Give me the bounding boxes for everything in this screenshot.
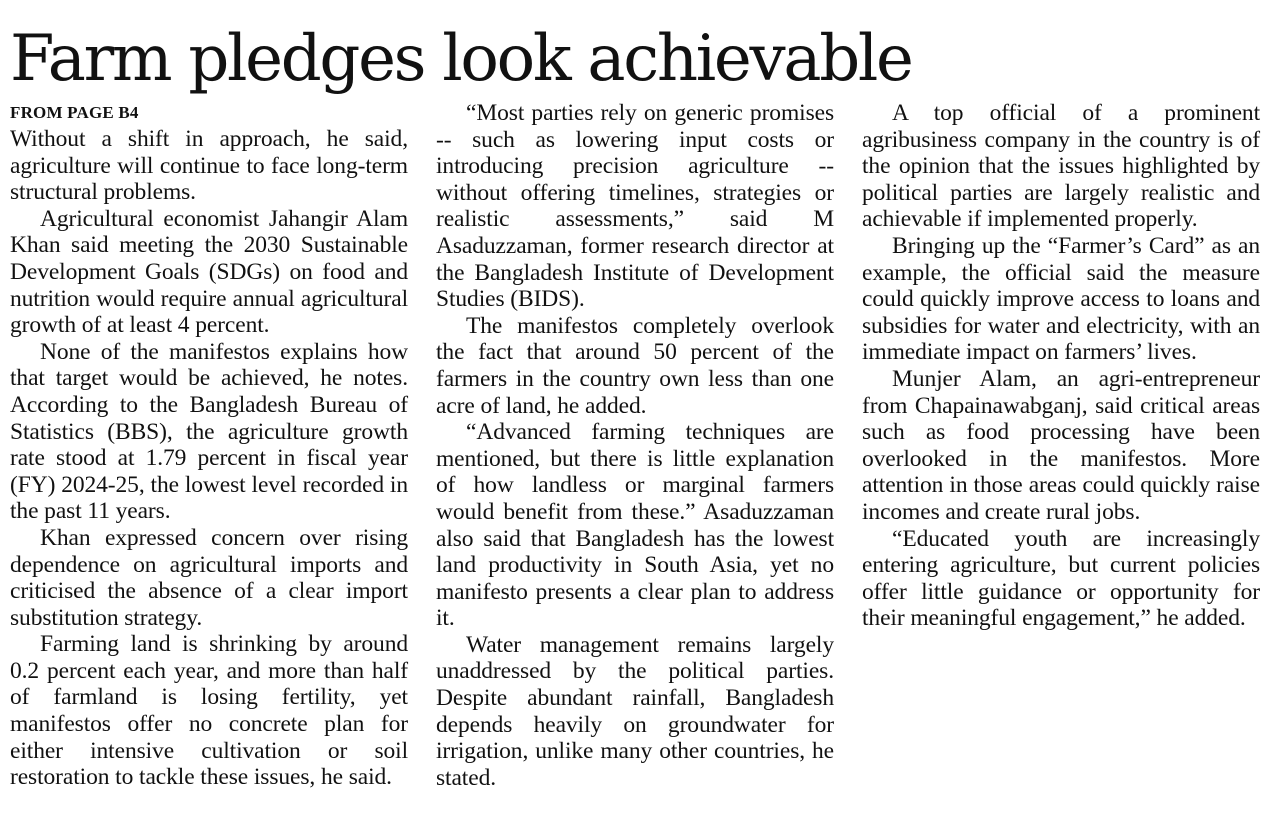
paragraph-8: “Advanced farming techniques are mentioned, but there is little explanation of how landless or marginal farmers would benefit from these.” Asaduzzaman also said that Bangladesh has the lowest land productivity in South Asia, yet no manifesto presents a clear plan to address it. — [436, 419, 834, 632]
paragraph-3: None of the manifestos explains how that target would be achieved, he notes. According to the Bangladesh Bureau of Statistics (BBS), the agriculture growth rate stood at 1.79 percent in fiscal year (FY) 2024-25, the lowest level recorded in the past 11 years. — [10, 338, 408, 525]
continued-from-label: FROM PAGE B4 — [10, 103, 139, 122]
paragraph-6: “Most parties rely on generic promises -- such as lowering input costs or introducing precision agriculture -- without offering timelines, strategies or realistic assessments,” said M Asaduzzaman, former research director at the Bangladesh Institute of Development Studies (BIDS). — [436, 100, 834, 313]
paragraph-4: Khan expressed concern over rising dependence on agricultural imports and criticised the absence of a clear import substitution strategy. — [10, 524, 408, 631]
paragraph-10: A top official of a prominent agribusiness company in the country is of the opinion that the issues highlighted by political parties are largely realistic and achievable if implemented properly. — [862, 100, 1260, 233]
paragraph-2: Agricultural economist Jahangir Alam Khan said meeting the 2030 Sustainable Development Goals (SDGs) on food and nutrition would require annual agricultural growth of at least 4 percent. — [10, 205, 408, 339]
article-body — [10, 100, 1260, 816]
headline: Farm pledges look achievable — [10, 22, 912, 96]
paragraph-13: “Educated youth are increasingly entering agriculture, but current policies offer little guidance or opportunity for their meaningful engagement,” he added. — [862, 525, 1260, 632]
paragraph-1: Without a shift in approach, he said, agriculture will continue to face long-term structural problems. — [10, 126, 408, 206]
paragraph-11: Bringing up the “Farmer’s Card” as an example, the official said the measure could quickly improve access to loans and subsidies for water and electricity, with an immediate impact on farmers’ lives. — [862, 232, 1260, 366]
paragraph-9: Water management remains largely unaddressed by the political parties. Despite abundant rainfall, Bangladesh depends heavily on groundwater for irrigation, unlike many other countries, he stated. — [436, 631, 834, 791]
paragraph-7: The manifestos completely overlook the fact that around 50 percent of the farmers in the country own less than one acre of land, he added. — [436, 312, 834, 419]
paragraph-12: Munjer Alam, an agri-entrepreneur from Chapainawabganj, said critical areas such as food processing have been overlooked in the manifestos. More attention in those areas could quickly raise incomes and create rural jobs. — [862, 365, 1260, 525]
paragraph-5: Farming land is shrinking by around 0.2 percent each year, and more than half of farmland is losing fertility, yet manifestos offer no concrete plan for either intensive cultivation or soil restoration to tackle these issues, he said. — [10, 631, 408, 791]
